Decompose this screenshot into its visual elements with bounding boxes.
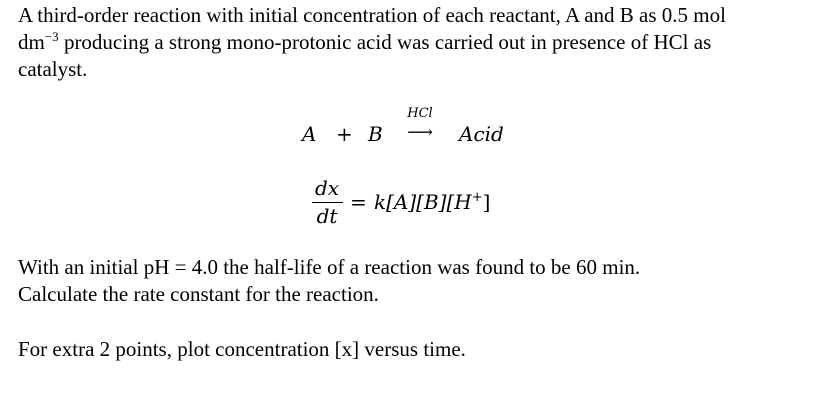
- fraction-numerator: dx: [314, 176, 340, 200]
- product-acid: Acid: [459, 122, 504, 146]
- equals-sign: =: [350, 190, 367, 214]
- reaction-arrow: ⟶: [407, 122, 433, 143]
- reactant-a: A: [302, 122, 317, 146]
- rate-expression-close: ]: [482, 190, 491, 214]
- fraction-bar: [312, 202, 343, 203]
- intro-line-2: [18, 29, 726, 56]
- plus-sign: +: [336, 122, 353, 146]
- question-line-2: Calculate the rate constant for the reaction.: [18, 282, 379, 306]
- intro-line-3: catalyst.: [18, 57, 88, 81]
- proton-charge: +: [471, 190, 483, 205]
- rate-expression-base: k[A][B][H: [374, 190, 472, 214]
- fraction-denominator: dt: [316, 204, 338, 228]
- rate-expression: [374, 190, 490, 214]
- intro-line-1: A third-order reaction with initial concentration of each reactant, A and B as 0.5 mol: [18, 3, 726, 27]
- catalyst-label: HCl: [407, 106, 433, 121]
- question-paragraph: [18, 254, 640, 308]
- reactant-b: B: [368, 122, 383, 146]
- unit-dm: dm: [18, 30, 45, 54]
- question-line-1: With an initial pH = 4.0 the half-life of a reaction was found to be 60 min.: [18, 255, 641, 279]
- extra-credit-line: For extra 2 points, plot concentration [x] versus time.: [18, 337, 466, 361]
- unit-exponent: −3: [44, 29, 59, 44]
- intro-paragraph: [18, 2, 726, 83]
- intro-line-2-rest: producing a strong mono-protonic acid was carried out in presence of HCl as: [58, 30, 712, 54]
